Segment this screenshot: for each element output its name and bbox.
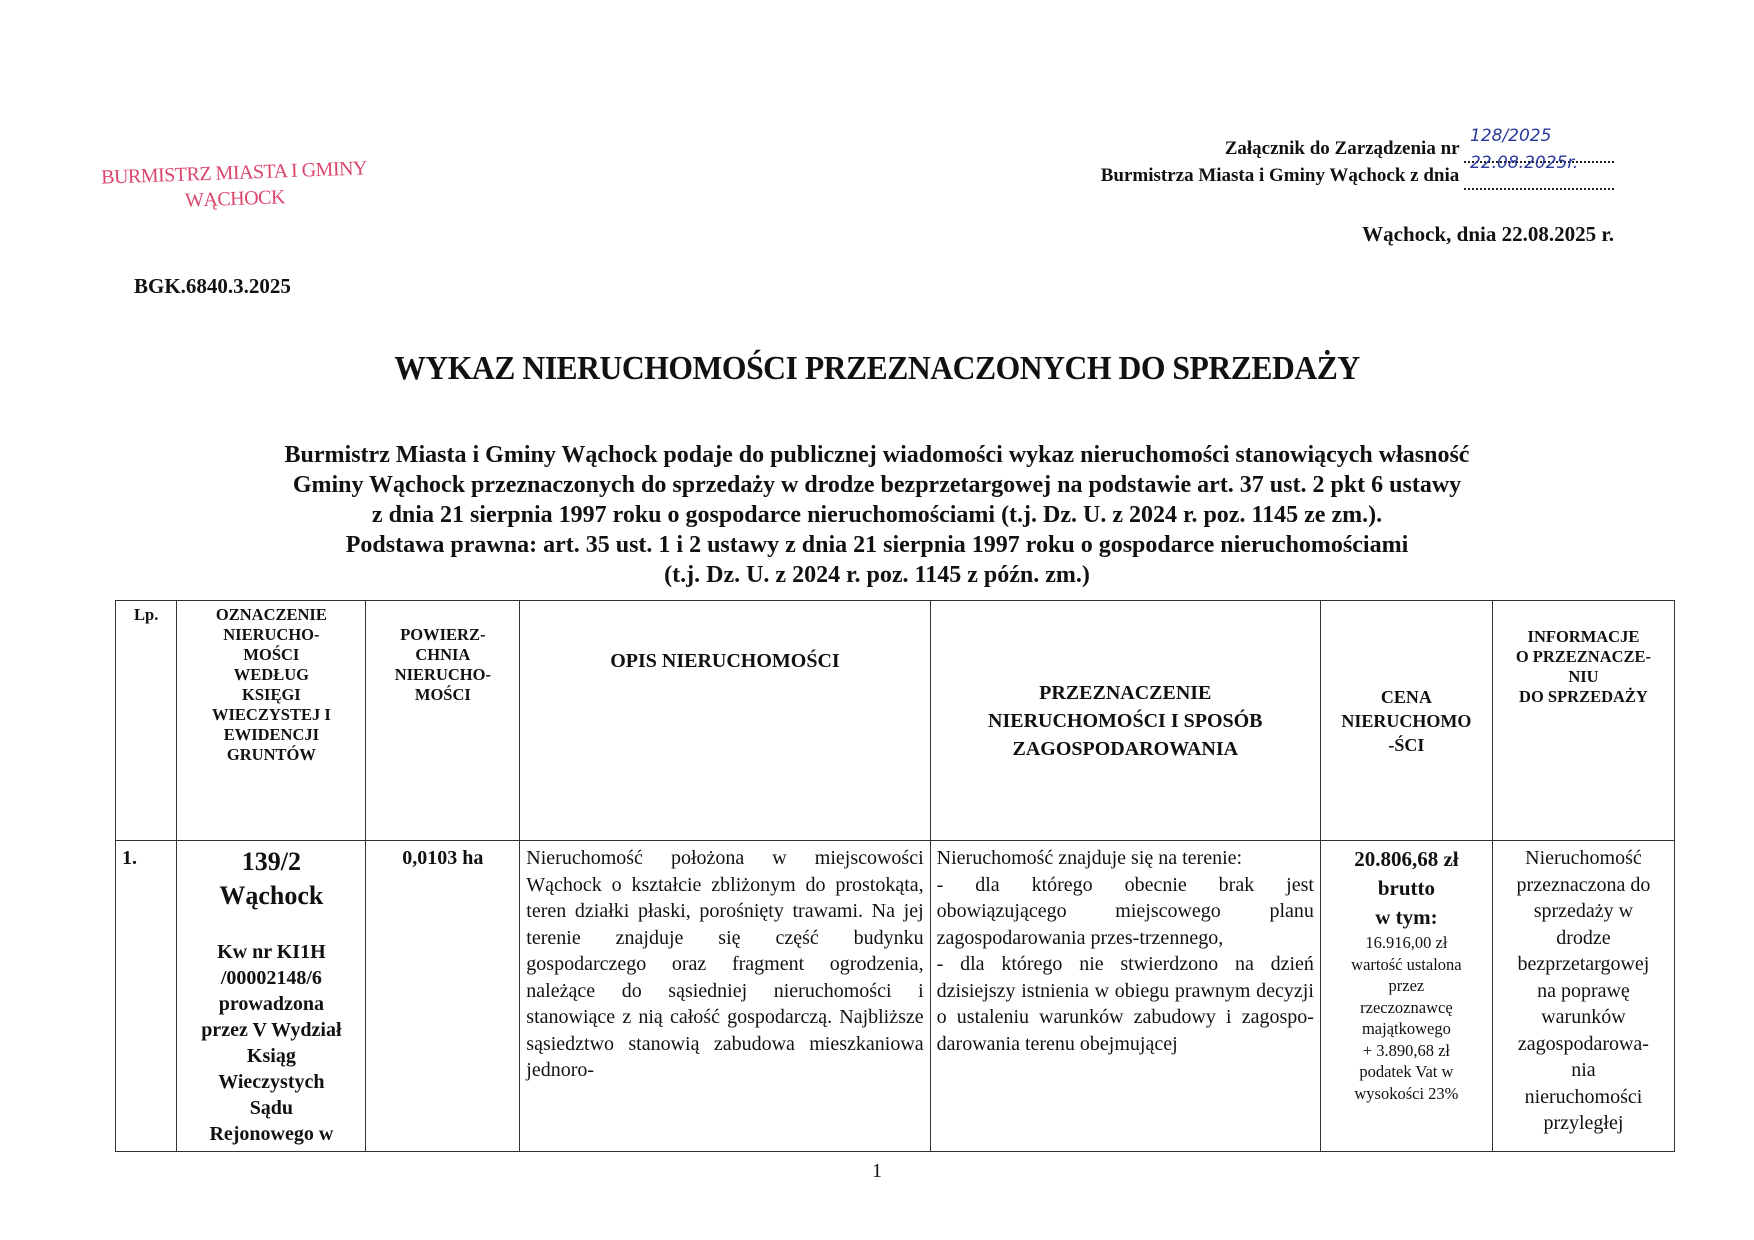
info-line: drodze [1556,926,1611,949]
header-text: OZNACZENIE [215,605,327,624]
annex-ordinance-label: Załącznik do Zarządzenia nr [1224,138,1460,159]
header-text: GRUNTÓW [226,745,316,764]
stamp-line-2: WĄCHOCK [184,186,286,212]
header-description: OPIS NIERUCHOMOŚCI [520,601,930,841]
ordinance-number-handwritten: 128/2025 [1470,126,1552,146]
kw-line: Ksiąg [246,1045,296,1067]
price-detail: 16.916,00 zł [1365,933,1448,952]
price-detail: rzeczoznawcę [1360,997,1453,1017]
kw-line: Sądu [249,1097,294,1119]
header-area [366,601,520,841]
intro-line: Podstawa prawna: art. 35 ust. 1 i 2 ustawy z dnia 21 sierpnia 1997 roku o gospodarce nieruchomościami [345,532,1409,558]
header-text: CENA [1380,686,1432,707]
purpose-line: - dla którego obecnie brak jest obowiązującego miejscowego planu zagospodarowania przes-trzennego, [936,873,1314,949]
header-text: NIU [1568,667,1599,686]
place-date: Wąchock, dnia 22.08.2025 r. [1362,222,1614,246]
parcel-number: 139/2 [241,847,301,876]
info-line: nieruchomości [1524,1085,1643,1108]
header-text: ZAGOSPODAROWANIA [1012,737,1239,760]
info-line: warunków [1541,1006,1626,1028]
header-text: NIERUCHO- [394,665,491,684]
header-text: CHNIA [415,645,471,664]
property-table [115,600,1675,1152]
kw-line: przez V Wydział [201,1019,342,1041]
info-line: Nieruchomość [1525,847,1642,869]
price-detail: wartość ustalona [1351,954,1462,974]
kw-line: Wieczystych [218,1071,325,1093]
header-text: KSIĘGI [242,685,301,704]
header-lp: Lp. [116,601,177,841]
cell-description: Nieruchomość położona w miejscowości Wąchock o kształcie zbliżonym do prostokąta, teren działki płaski, porośnięty trawami. Na jej terenie znajduje się część budynku gospodarczego oraz fragment ogrodzenia, należące do sąsiedniej nieruchomości i stanowiące z nią całość gospodarczą. Najbliższe sąsiedztwo stanowią zabudowa mieszkaniowa jednoro- [520,841,930,1152]
stamp-line-1: BURMISTRZ MIASTA I GMINY [100,157,368,189]
header-text: MOŚCI [243,645,300,664]
header-text: MOŚCI [414,685,471,704]
info-line: zagospodarowa- [1517,1032,1649,1055]
header-text: WEDŁUG [233,665,309,684]
kw-line: Rejonowego w [209,1123,334,1145]
info-line: przyległej [1543,1112,1624,1134]
price-gross: brutto [1377,876,1435,900]
cell-designation [177,841,366,1152]
info-line: sprzedaży w [1533,900,1634,922]
info-line: na poprawę [1537,979,1630,1002]
ordinance-date-handwritten: 22.08.2025r. [1470,153,1579,173]
header-text: DO SPRZEDAŻY [1519,687,1648,706]
cell-area: 0,0103 ha [366,841,520,1152]
annex-date-label: Burmistrza Miasta i Gminy Wąchock z dnia [1100,165,1460,186]
cell-lp: 1. [116,841,177,1152]
purpose-line: - dla którego nie stwierdzono na dzień dzisiejszy istnienia w obiegu prawnym decyzji o ustaleniu warunków zabudowy i zagospo-darowania terenu obejmującej [936,953,1314,1055]
parcel-locality: Wąchock [219,881,324,910]
header-price [1320,601,1492,841]
info-line: nia [1571,1059,1596,1081]
header-text: NIERUCHO- [223,625,320,644]
header-text: INFORMACJE [1527,627,1640,646]
info-line: przeznaczona do [1516,873,1651,896]
kw-line: prowadzona [218,993,324,1015]
intro-line: Gminy Wąchock przeznaczonych do sprzedaży w drodze bezprzetargowej na podstawie art. 37 ust. 2 pkt 6 ustawy [292,472,1462,498]
table-row [116,841,1675,1152]
intro-line: z dnia 21 sierpnia 1997 roku o gospodarce nieruchomościami (t.j. Dz. U. z 2024 r. poz. 1145 ze zm.). [371,502,1383,528]
cell-price [1320,841,1492,1152]
header-text: -ŚCI [1388,734,1425,755]
header-purpose [930,601,1320,841]
header-sale-info [1492,601,1674,841]
price-detail: wysokości 23% [1354,1083,1459,1103]
price-total: 20.806,68 zł [1354,847,1459,871]
ordinance-date-field [1464,153,1614,190]
annex-line-2 [1100,153,1614,190]
header-text: WIECZYSTEJ I [212,705,331,724]
header-designation [177,601,366,841]
kw-line: Kw nr KI1H [217,941,326,963]
price-detail: przez [1388,976,1425,995]
header-text: NIERUCHOMOŚCI I SPOSÓB [988,709,1263,732]
annex-header [1100,126,1614,190]
price-detail: + 3.890,68 zł [1362,1040,1450,1060]
kw-line: /00002148/6 [220,967,322,989]
price-including: w tym: [1375,905,1438,929]
info-line: bezprzetargowej [1517,953,1650,975]
reference-number: BGK.6840.3.2025 [134,274,291,298]
price-detail: podatek Vat w [1359,1062,1454,1081]
page-number: 1 [872,1160,882,1182]
intro-line: (t.j. Dz. U. z 2024 r. poz. 1145 z późn. zm.) [664,562,1090,588]
intro-line: Burmistrz Miasta i Gminy Wąchock podaje do publicznej wiadomości wykaz nieruchomości stanowiących własność [284,442,1470,468]
official-stamp [91,155,378,217]
document-title: WYKAZ NIERUCHOMOŚCI PRZEZNACZONYCH DO SPRZEDAŻY [394,350,1360,387]
header-text: NIERUCHOMO [1341,710,1472,731]
table-header-row [116,601,1675,841]
land-register-info [183,939,359,1147]
header-text: POWIERZ- [400,625,486,644]
cell-sale-info [1492,841,1674,1152]
purpose-line: Nieruchomość znajduje się na terenie: [936,847,1243,869]
header-text: O PRZEZNACZE- [1515,647,1652,666]
intro-paragraph [110,440,1644,590]
cell-purpose [930,841,1320,1152]
header-text: PRZEZNACZENIE [1039,681,1212,704]
header-text: EWIDENCJI [223,725,320,744]
price-detail: majątkowego [1361,1019,1451,1038]
